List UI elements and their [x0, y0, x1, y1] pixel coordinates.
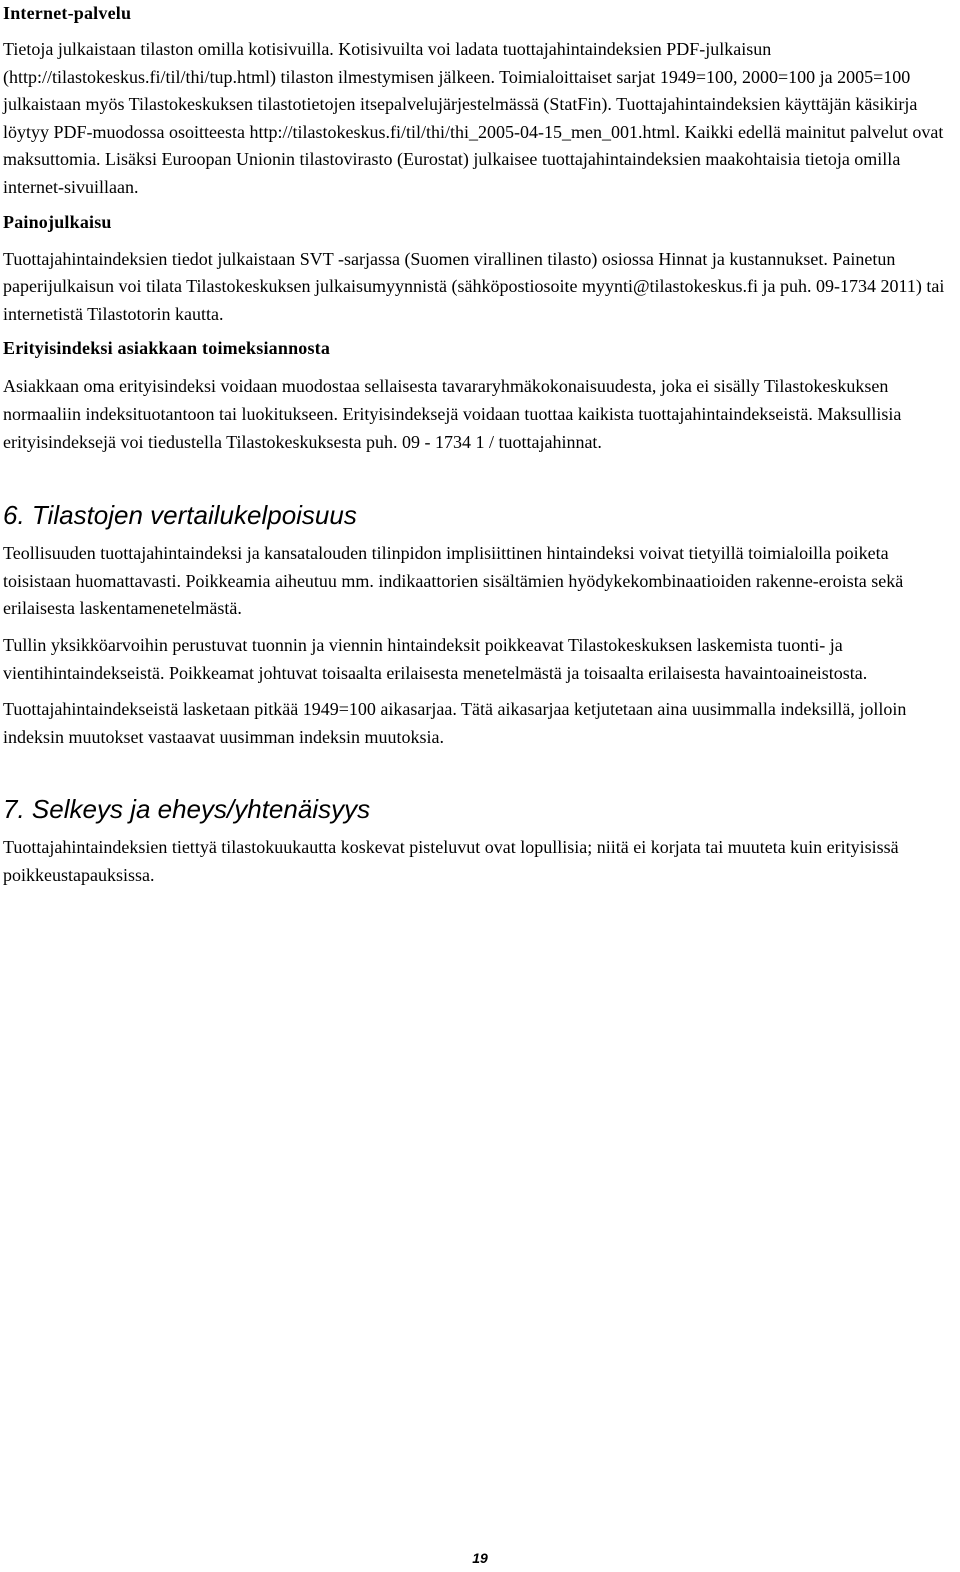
print-publication-paragraph: Tuottajahintaindeksien tiedot julkaistaan SVT -sarjassa (Suomen virallinen tilasto) osiossa Hinnat ja kustannukset. Painetun paperijulkaisun voi tilata Tilastokeskuksen julkaisumyynnistä (sähköpostiosoite myynti@tilastokeskus.fi ja puh. 09-1734 2011) tai internetistä Tilastotorin kautta. [3, 248, 945, 324]
page-number: 19 [472, 1550, 488, 1566]
comparability-section-heading: 6. Tilastojen vertailukelpoisuus [3, 500, 357, 531]
special-index-paragraph: Asiakkaan oma erityisindeksi voidaan muodostaa sellaisesta tavararyhmäkokonaisuudesta, joka ei sisälly Tilastokeskuksen normaaliin indeksituotantoon tai luokitukseen. Erityisindeksejä voidaan tuottaa kaikista tuottajahintaindekseistä. Maksullisia erityisindeksejä voi tiedustella Tilastokeskuksesta puh. 09 - 1734 1 / tuottajahinnat. [3, 376, 902, 452]
clarity-paragraph: Tuottajahintaindeksien tiettyä tilastokuukautta koskevat pisteluvut ovat lopullisia; niitä ei korjata tai muuteta kuin erityisissä poikkeustapauksissa. [3, 837, 899, 885]
clarity-section-heading: 7. Selkeys ja eheys/yhtenäisyys [3, 794, 371, 825]
text-column [3, 2, 958, 889]
comparability-paragraph: Tullin yksikköarvoihin perustuvat tuonnin ja viennin hintaindeksit poikkeavat Tilastokeskuksen laskemista tuonti- ja vientihintaindekseistä. Poikkeamat johtuvat toisaalta erilaisesta menetelmästä ja toisaalta erilaisesta havaintoaineistosta. [3, 634, 868, 683]
internet-service-paragraph: Tietoja julkaistaan tilaston omilla kotisivuilla. Kotisivuilta voi ladata tuottajahintaindeksien PDF-julkaisun (http://tilastokeskus.fi/til/thi/tup.html) tilaston ilmestymisen jälkeen. Toimialoittaiset sarjat 1949=100, 2000=100 ja 2005=100 julkaistaan myös Tilastokeskuksen tilastotietojen itsepalvelujärjestelmässä (StatFin). Tuottajahintaindeksien käyttäjän käsikirja löytyy PDF-muodossa osoitteesta http://tilastokeskus.fi/til/thi/thi_2005-04-15_men_001.html. Kaikki edellä mainitut palvelut ovat maksuttomia. Lisäksi Euroopan Unionin tilastovirasto (Eurostat) julkaisee tuottajahintaindeksien maakohtaisia tietoja omilla internet-sivuillaan. [3, 39, 944, 197]
special-index-heading: Erityisindeksi asiakkaan toimeksiannosta [3, 338, 331, 359]
print-publication-heading: Painojulkaisu [3, 211, 112, 232]
comparability-paragraph: Tuottajahintaindekseistä lasketaan pitkää 1949=100 aikasarjaa. Tätä aikasarjaa ketjutetaan aina uusimmalla indeksillä, jolloin indeksin muutokset vastaavat uusimman indeksin muutoksia. [3, 699, 907, 747]
internet-service-heading: Internet-palvelu [3, 3, 132, 23]
comparability-paragraph: Teollisuuden tuottajahintaindeksi ja kansatalouden tilinpidon implisiittinen hintaindeksi voivat tietyillä toimialoilla poiketa toisistaan huomattavasti. Poikkeamia aiheutuu mm. indikaattorien sisältämien hyödykekombinaatioiden rakenne-eroista sekä erilaisesta laskentamenetelmästä. [3, 543, 904, 619]
